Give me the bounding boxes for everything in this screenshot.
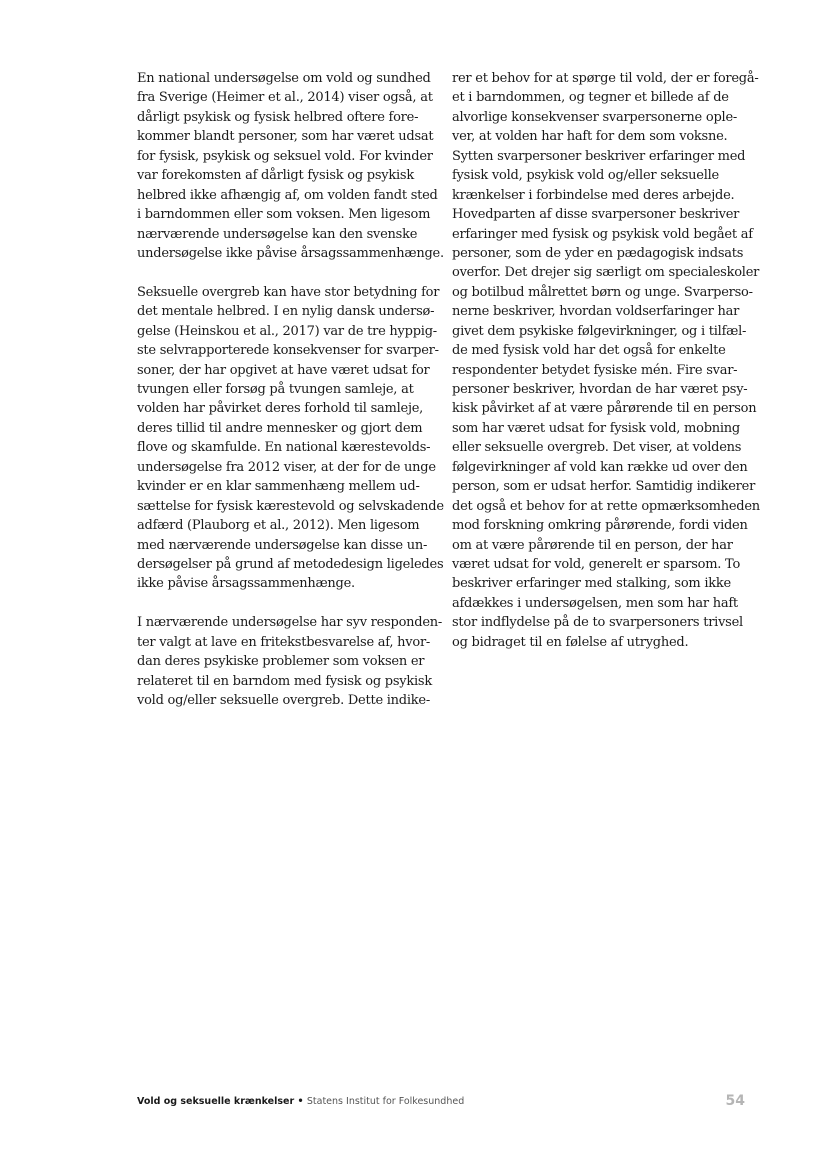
text-line: ter valgt at lave en fritekstbesvarelse af, hvor- [137,634,431,650]
text-line: overfor. Det drejer sig særligt om specialeskoler [452,265,760,281]
text-line: sættelse for fysisk kærestevold og selvskadende [137,498,444,514]
text-line: erfaringer med fysisk og psykisk vold begået af [452,226,753,242]
text-line: ikke påvise årsagssammenhænge. [137,576,355,592]
text-line: med nærværende undersøgelse kan disse un- [137,537,428,553]
text-line: nærværende undersøgelse kan den svenske [137,226,418,242]
text-line: gelse (Heinskou et al., 2017) var de tre hyppig- [137,323,437,339]
page-number: 54 [725,1093,745,1109]
text-line: En national undersøgelse om vold og sundhed [137,71,431,86]
text-line: rer et behov for at spørge til vold, der er foregå- [452,71,759,86]
text-line: var forekomsten af dårligt fysisk og psykisk [137,168,414,184]
text-line: været udsat for vold, generelt er sparsom. To [452,556,741,572]
text-line: og botilbud målrettet børn og unge. Svarperso- [452,284,753,300]
text-line: mod forskning omkring pårørende, fordi viden [452,518,748,534]
text-line: og bidraget til en følelse af utryghed. [452,634,689,650]
text-line: i barndommen eller som voksen. Men ligesom [137,207,431,223]
footer-publisher: Statens Institut for Folkesundhed [306,1096,465,1107]
text-line: volden har påvirket deres forhold til samleje, [137,401,424,417]
text-line: undersøgelse ikke påvise årsagssammenhænge. [137,245,444,261]
text-line: dårligt psykisk og fysisk helbred oftere fore- [137,109,419,125]
text-line: ver, at volden har haft for dem som voksne. [452,129,728,145]
text-line: kisk påvirket af at være pårørende til en person [452,401,757,417]
text-line: stor indflydelse på de to svarpersoners trivsel [452,615,743,631]
text-line: relateret til en barndom med fysisk og psykisk [137,673,432,689]
footer-report-title: Vold og seksuelle krænkelser [137,1096,295,1107]
left-text-column [137,69,444,710]
text-line: person, som er udsat herfor. Samtidig indikerer [452,479,756,495]
text-line: Hovedparten af disse svarpersoner beskriver [452,207,740,223]
text-line: vold og/eller seksuelle overgreb. Dette indike- [137,693,430,708]
text-line: respondenter betydet fysiske mén. Fire svar- [452,362,738,378]
text-line: ste selvrapporterede konsekvenser for svarper- [137,343,439,359]
text-line: tvungen eller forsøg på tvungen samleje, at [137,382,414,397]
paragraph-gap [137,594,429,613]
text-line: kommer blandt personer, som har været udsat [137,129,434,145]
text-line: nerne beskriver, hvordan voldserfaringer har [452,304,740,320]
text-line: givet dem psykiske følgevirkninger, og i tilfæl- [452,323,747,339]
text-line: et i barndommen, og tegner et billede af de [452,90,729,106]
page-footer [137,1093,745,1110]
text-line: dersøgelser på grund af metodedesign ligeledes [137,556,444,572]
footer-report-info [137,1096,464,1107]
text-line: som har været udsat for fysisk vold, mobning [452,420,740,436]
text-line: Seksuelle overgreb kan have stor betydning for [137,284,440,300]
text-line: helbred ikke afhængig af, om volden fandt sted [137,187,438,203]
text-line: soner, der har opgivet at have været udsat for [137,362,430,378]
text-line: personer beskriver, hvordan de har været psy- [452,382,748,397]
text-line: det også et behov for at rette opmærksomheden [452,498,760,514]
text-line: alvorlige konsekvenser svarpersonerne ople- [452,109,738,125]
text-line: adfærd (Plauborg et al., 2012). Men ligesom [137,518,420,534]
text-line: følgevirkninger af vold kan række ud over den [452,459,748,475]
text-line: fra Sverige (Heimer et al., 2014) viser også, at [137,90,433,106]
text-line: fysisk vold, psykisk vold og/eller seksuelle [452,168,719,184]
text-line: I nærværende undersøgelse har syv responden- [137,615,443,631]
text-line: dan deres psykiske problemer som voksen er [137,654,425,670]
text-line: flove og skamfulde. En national kærestevolds- [137,440,431,456]
footer-separator: • [297,1096,304,1107]
text-line: undersøgelse fra 2012 viser, at der for de unge [137,459,436,475]
right-text-column [452,69,760,652]
text-line: Sytten svarpersoner beskriver erfaringer med [452,148,746,164]
text-line: eller seksuelle overgreb. Det viser, at voldens [452,440,742,456]
body-paragraph [452,69,760,652]
text-line: for fysisk, psykisk og seksuel vold. For kvinder [137,148,433,164]
text-line: de med fysisk vold har det også for enkelte [452,343,726,359]
body-paragraph [137,283,444,594]
text-line: afdækkes i undersøgelsen, men som har haft [452,595,738,611]
text-line: deres tillid til andre mennesker og gjort dem [137,420,423,436]
text-line: det mentale helbred. I en nylig dansk undersø- [137,304,435,320]
text-line: beskriver erfaringer med stalking, som ikke [452,576,731,592]
text-line: kvinder er en klar sammenhæng mellem ud- [137,479,420,495]
text-line: krænkelser i forbindelse med deres arbejde. [452,187,735,203]
text-line: om at være pårørende til en person, der har [452,537,733,553]
text-line: personer, som de yder en pædagogisk indsats [452,245,744,261]
body-paragraph [137,69,444,263]
body-paragraph [137,613,443,710]
paragraph-gap [137,263,429,282]
